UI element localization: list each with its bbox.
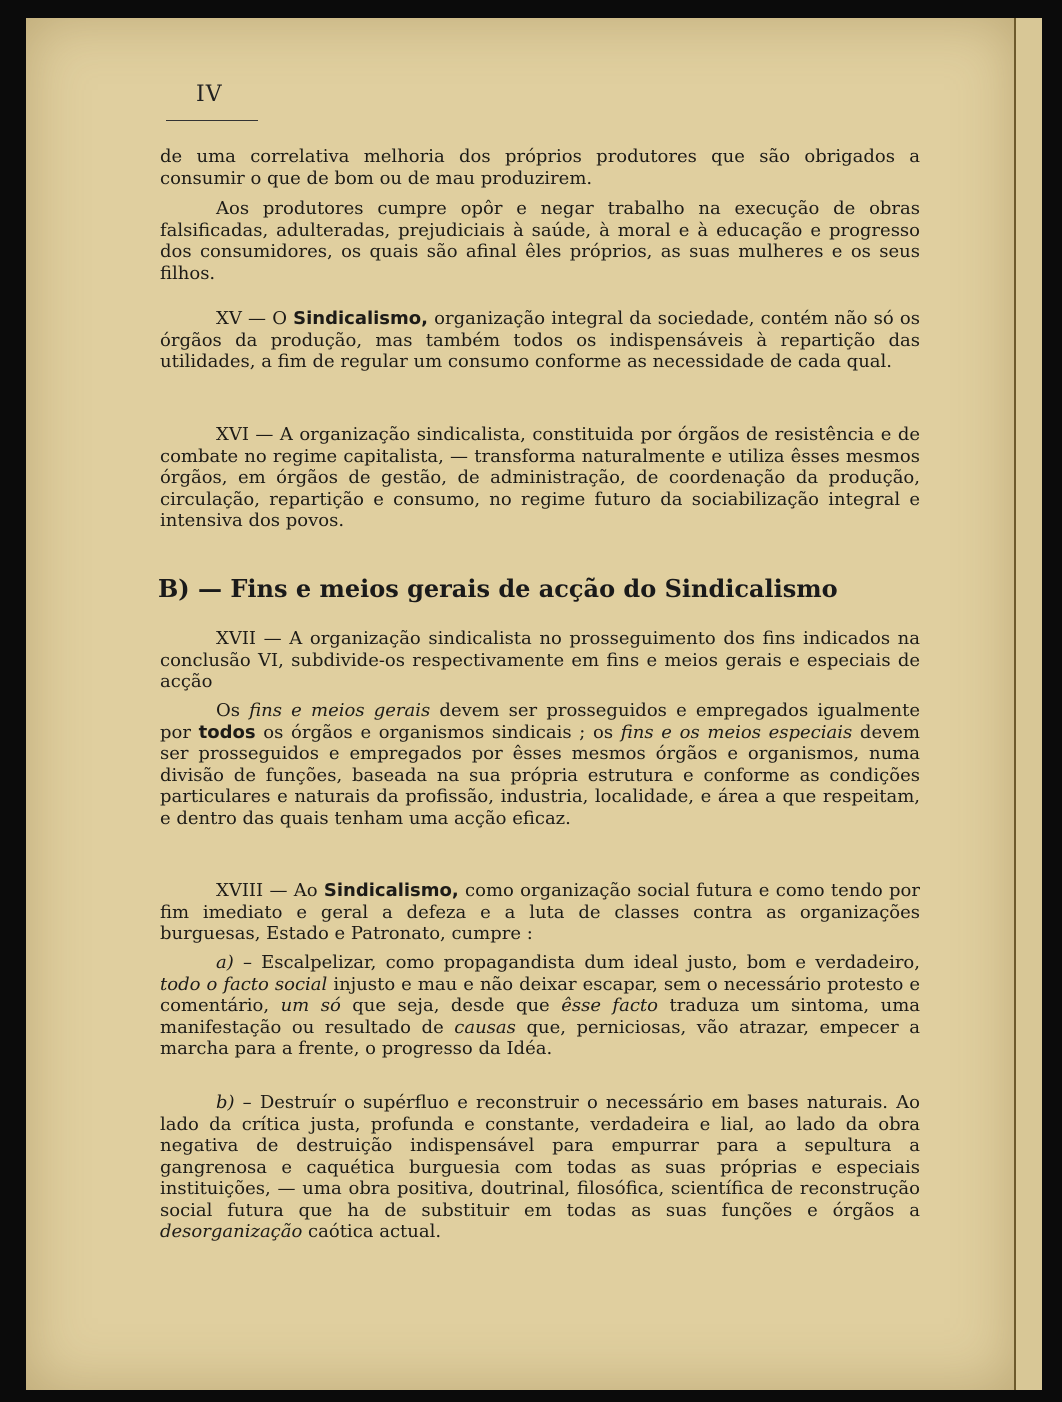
paragraph-xvi: XVI — A organização sindicalista, constituida por órgãos de resistência e de combate no regime capitalista, — transforma naturalmente e utiliza êsses mesmos órgãos, em órgãos de gestão, de administração, de coordenação da produção, circulação, repartição e consumo, no regime futuro da sociabilização integral e intensiva dos povos. [160, 424, 920, 531]
paragraph-item-b [160, 1092, 920, 1243]
italic-run: êsse facto [561, 995, 658, 1016]
paragraph-xv [160, 308, 920, 373]
xv-text: organização integral da sociedade, contém não só os órgãos da produção, mas também todos os indispensáveis à repartição das utilidades, a fim de regular um consumo conforme as necessidade de cada qual. [160, 308, 920, 372]
text-run: – Destruír o supérfluo e reconstruir o necessário em bases naturais. Ao lado da crítica justa, profunda e constante, verdadeira e lial, ao lado da obra negativa de destruição indispensável para empurrar para a sepultura a gangrenosa e caquética burguesia com todas as suas próprias e especiais instituições, — uma obra positiva, doutrinal, filosófica, scientífica de reconstrução social futura que ha de substituir em todas as suas funções e órgãos a [160, 1092, 920, 1221]
italic-run: fins e meios gerais [249, 700, 431, 721]
text-run: injusto e mau e não deixar escapar, sem o necessário protesto e comentário, [160, 973, 920, 1016]
italic-run: um só [280, 995, 341, 1016]
xviii-bold-term: Sindicalismo, [323, 880, 459, 901]
paragraph-item-a [160, 952, 920, 1060]
paragraph-1: de uma correlativa melhoria dos próprios produtores que são obrigados a consumir o que de bom ou de mau produzirem. [160, 146, 920, 189]
text-run: os órgãos e organismos sindicais ; os [255, 721, 621, 743]
italic-run: fins e os meios especiais [620, 721, 853, 743]
xv-bold-term: Sindicalismo, [293, 308, 428, 329]
paragraph-fins-e-meios [160, 700, 920, 829]
adjacent-page-edge [1014, 18, 1042, 1390]
text-run: que seja, desde que [340, 995, 562, 1016]
text-run: que, perniciosas, vão atrazar, empecer a marcha para a frente, o progresso da Idéa. [160, 1016, 920, 1059]
text-run: Os [216, 700, 250, 721]
xviii-text: como organização social futura e como tendo por fim imediato e geral a defeza e a luta de classes contra as organizações burguesas, Estado e Patronato, cumpre : [160, 880, 920, 944]
italic-run: todo o facto social [160, 973, 328, 995]
text-run: – Escalpelizar, como propagandista dum ideal justo, bom e verdadeiro, [233, 952, 920, 973]
text-run: devem ser prosseguidos e empregados igualmente por [160, 700, 920, 743]
xv-number: XV — O [216, 308, 294, 329]
page-number-rule [166, 120, 258, 121]
item-label: b) [216, 1092, 235, 1113]
text-run: caótica actual. [302, 1221, 442, 1242]
section-heading: B) — Fins e meios gerais de acção do Sindicalismo [158, 574, 838, 603]
paragraph-xvii: XVII — A organização sindicalista no prosseguimento dos fins indicados na conclusão VI, subdivide-os respectivamente em fins e meios gerais e especiais de acção [160, 628, 920, 692]
item-label: a) [216, 952, 234, 973]
paragraph-xviii [160, 880, 920, 945]
xviii-number: XVIII — Ao [216, 880, 324, 901]
text-run: traduza um sintoma, uma manifestação ou resultado de [160, 995, 920, 1038]
italic-run: causas [454, 1016, 516, 1038]
paragraph-2: Aos produtores cumpre opôr e negar trabalho na execução de obras falsificadas, adulteradas, prejudiciais à saúde, à moral e à educação e progresso dos consumidores, os quais são afinal êles próprios, as suas mulheres e os seus filhos. [160, 198, 920, 284]
italic-run: desorganização [160, 1221, 303, 1242]
page-number: IV [196, 82, 223, 107]
bold-run: todos [198, 721, 256, 743]
text-run: devem ser prosseguidos e empregados por êsses mesmos órgãos e organismos, numa divisão de funções, baseada na sua própria estrutura e conforme as condições particulares e naturais da profissão, industria, localidade, e área a que respeitam, e dentro das quais tenham uma acção eficaz. [160, 721, 920, 829]
